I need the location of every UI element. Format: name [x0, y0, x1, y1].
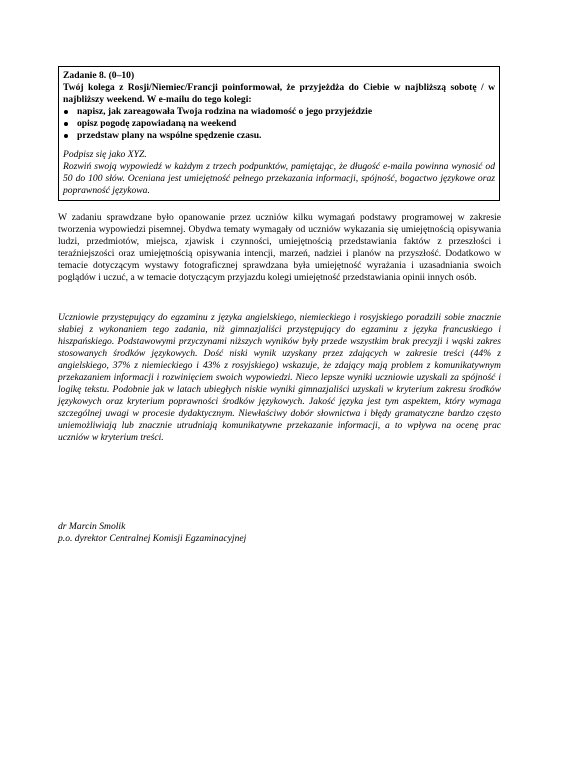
signature-name: dr Marcin Smolik	[58, 521, 126, 532]
signature-role: p.o. dyrektor Centralnej Komisji Egzaminacyjnej	[58, 533, 247, 544]
bullet-icon	[64, 110, 68, 114]
task-bullet	[63, 118, 495, 130]
task-bullet-text: opisz pogodę zapowiadaną na weekend	[77, 118, 237, 129]
task-bullet	[63, 130, 495, 142]
task-bullet-text: przedstaw plany na wspólne spędzenie czasu.	[77, 130, 262, 141]
paragraph-results: Uczniowie przystępujący do egzaminu z języka angielskiego, niemieckiego i rosyjskiego poradzili sobie znacznie słabiej z wykonaniem tego zadania, niż gimnazjaliści przystępujący do egzaminu z języka francuskiego i hiszpańskiego. Podstawowymi przyczynami niższych wyników były przede wszystkim brak precyzji i wąski zakres stosowanych środków językowych. Dość niski wynik uzyskany przez zdających w zakresie treści (44% z angielskiego, 37% z niemieckiego i 43% z rosyjskiego) wskazuje, że zdający mają problem z komunikatywnym przekazaniem informacji i rozwinięciem swoich wypowiedzi. Nieco lepsze wyniki uczniowie uzyskali za spójność i logikę tekstu. Podobnie jak w latach ubiegłych niskie wyniki gimnazjaliści uzyskali w kryterium zakresu środków językowych oraz kryterium poprawności środków językowych. Jakość języka jest tym aspektem, który wymaga szczególnej uwagi w procesie dydaktycznym. Niewłaściwy dobór słownictwa i błędy gramatyczne bardzo często uniemożliwiają lub znacznie utrudniają komunikatywne przekazanie informacji, a to wpływa na ocenę prac uczniów w kryterium treści.	[58, 312, 501, 443]
instruction-text: Rozwiń swoją wypowiedź w każdym z trzech podpunktów, pamiętając, że długość e-maila powinna wynosić od 50 do 100 słów. Oceniana jest umiejętność pełnego przekazania informacji, spójność, bogactwo językowe oraz poprawność językowa.	[63, 161, 495, 196]
task-intro: Twój kolega z Rosji/Niemiec/Francji poinformował, że przyjeżdża do Ciebie w najbliższą sobotę / w najbliższy weekend. W e-mailu do tego kolegi:	[63, 82, 495, 105]
task-box	[58, 66, 500, 201]
task-instructions	[63, 149, 495, 197]
sign-line: Podpisz się jako XYZ.	[63, 149, 147, 160]
task-title: Zadanie 8. (0–10)	[63, 70, 135, 81]
bullet-icon	[64, 134, 68, 138]
signature-block	[58, 521, 246, 545]
paragraph-skills: W zadaniu sprawdzane było opanowanie przez uczniów kilku wymagań podstawy programowej w zakresie tworzenia wypowiedzi pisemnej. Obydwa tematy wymagały od uczniów wykazania się umiejętnością opisywania ludzi, przedmiotów, miejsca, zjawisk i czynności, umiejętnością przedstawiania faktów z przeszłości i teraźniejszości oraz umiejętnością opisywania intencji, marzeń, nadziei i planów na przyszłość. Dodatkowo w temacie dotyczącym wystawy fotograficznej sprawdzana była umiejętność wyrażania i uzasadniania swoich poglądów i uczuć, a w temacie dotyczącym przyjazdu kolegi umiejętność przedstawiania opinii innych osób.	[58, 212, 501, 283]
task-bullet-text: napisz, jak zareagowała Twoja rodzina na wiadomość o jego przyjeździe	[77, 106, 373, 117]
bullet-icon	[64, 122, 68, 126]
task-bullet-list	[63, 106, 495, 142]
task-bullet	[63, 106, 495, 118]
